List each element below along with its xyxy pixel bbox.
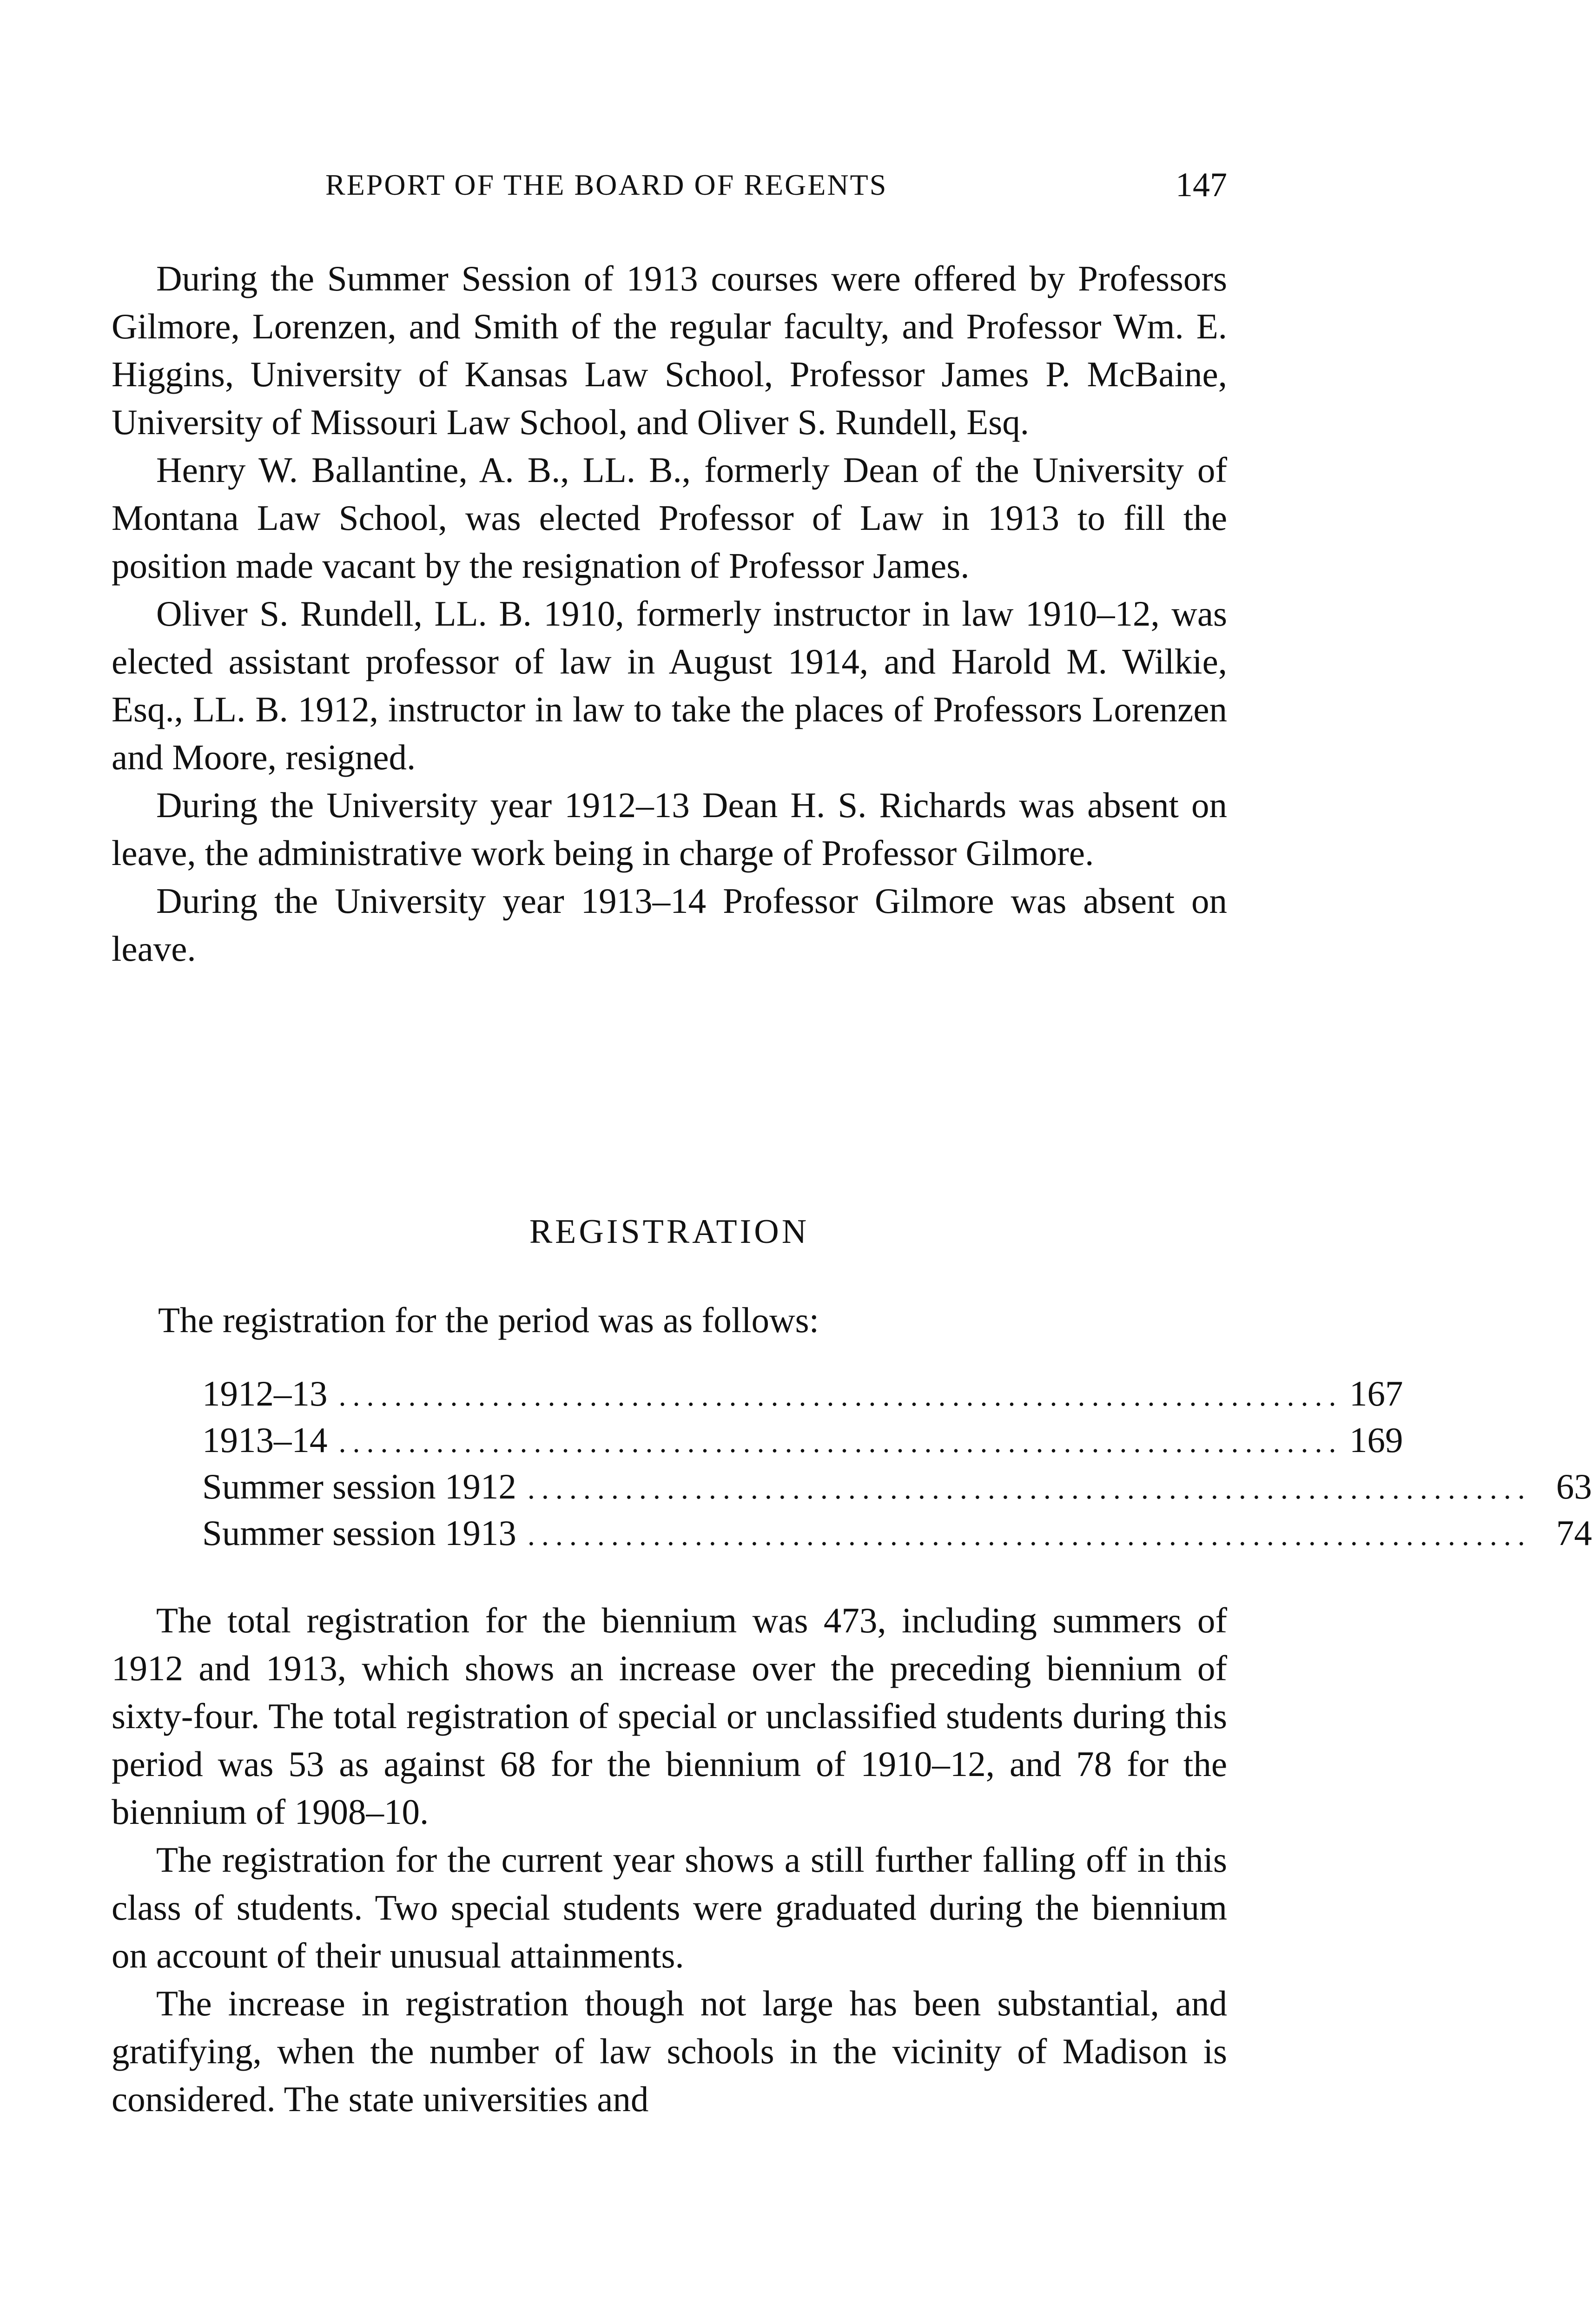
registration-count: 167 — [1349, 1373, 1403, 1413]
registration-period: 1912–13 — [202, 1373, 328, 1413]
registration-count: 169 — [1349, 1420, 1403, 1460]
registration-period: 1913–14 — [202, 1420, 328, 1460]
dot-leader: ........................................................................ — [527, 1472, 1532, 1505]
registration-row — [202, 1370, 1403, 1417]
faculty-section — [112, 255, 1227, 973]
registration-intro: The registration for the period was as follows: — [158, 1300, 819, 1340]
paragraph-current-year: The registration for the current year shows a still further falling off in this class of students. Two special students were graduated during the biennium on account of their unusual attainments. — [112, 1840, 1227, 1975]
paragraph-total-registration: The total registration for the biennium was 473, including summers of 1912 and 1913, which shows an increase over the preceding biennium of sixty-four. The total registration of special or unclassified students during this period was 53 as against 68 for the biennium of 1910–12, and 78 for the biennium of 1908–10. — [112, 1600, 1227, 1832]
registration-row — [202, 1463, 1592, 1510]
paragraph-summer-session: During the Summer Session of 1913 courses were offered by Professors Gilmore, Lorenzen, and Smith of the regular faculty, and Professor Wm. E. Higgins, University of Kansas Law School, Professor James P. McBaine, University of Missouri Law School, and Oliver S. Rundell, Esq. — [112, 258, 1227, 442]
registration-count: 63 — [1556, 1466, 1592, 1506]
registration-row — [202, 1510, 1592, 1556]
dot-leader: ........................................................................ — [338, 1379, 1343, 1412]
registration-discussion — [112, 1597, 1227, 2123]
paragraph-ballantine: Henry W. Ballantine, A. B., LL. B., formerly Dean of the University of Montana Law School, was elected Professor of Law in 1913 to fill the position made vacant by the resignation of Professor James. — [112, 450, 1227, 586]
paragraph-gilmore-leave: During the University year 1913–14 Professor Gilmore was absent on leave. — [112, 881, 1227, 969]
registration-heading: REGISTRATION — [529, 1213, 810, 1251]
registration-count: 74 — [1556, 1513, 1592, 1553]
dot-leader: ........................................................................ — [338, 1426, 1343, 1459]
dot-leader: ........................................................................ — [527, 1519, 1532, 1552]
running-header — [325, 166, 1227, 204]
registration-table — [202, 1370, 1592, 1556]
running-header-title: REPORT OF THE BOARD OF REGENTS — [325, 168, 888, 201]
paragraph-rundell: Oliver S. Rundell, LL. B. 1910, formerly instructor in law 1910–12, was elected assistant professor of law in August 1914, and Harold M. Wilkie, Esq., LL. B. 1912, instructor in law to take the places of Professors Lorenzen and Moore, resigned. — [112, 594, 1227, 777]
paragraph-increase: The increase in registration though not large has been substantial, and gratifying, when the number of law schools in the vicinity of Madison is considered. The state universities and — [112, 1983, 1227, 2119]
page-number: 147 — [1176, 166, 1227, 204]
paragraph-richards-leave: During the University year 1912–13 Dean H. S. Richards was absent on leave, the administrative work being in charge of Professor Gilmore. — [112, 785, 1227, 873]
registration-row — [202, 1417, 1403, 1463]
registration-period: Summer session 1912 — [202, 1466, 516, 1506]
registration-period: Summer session 1913 — [202, 1513, 516, 1553]
